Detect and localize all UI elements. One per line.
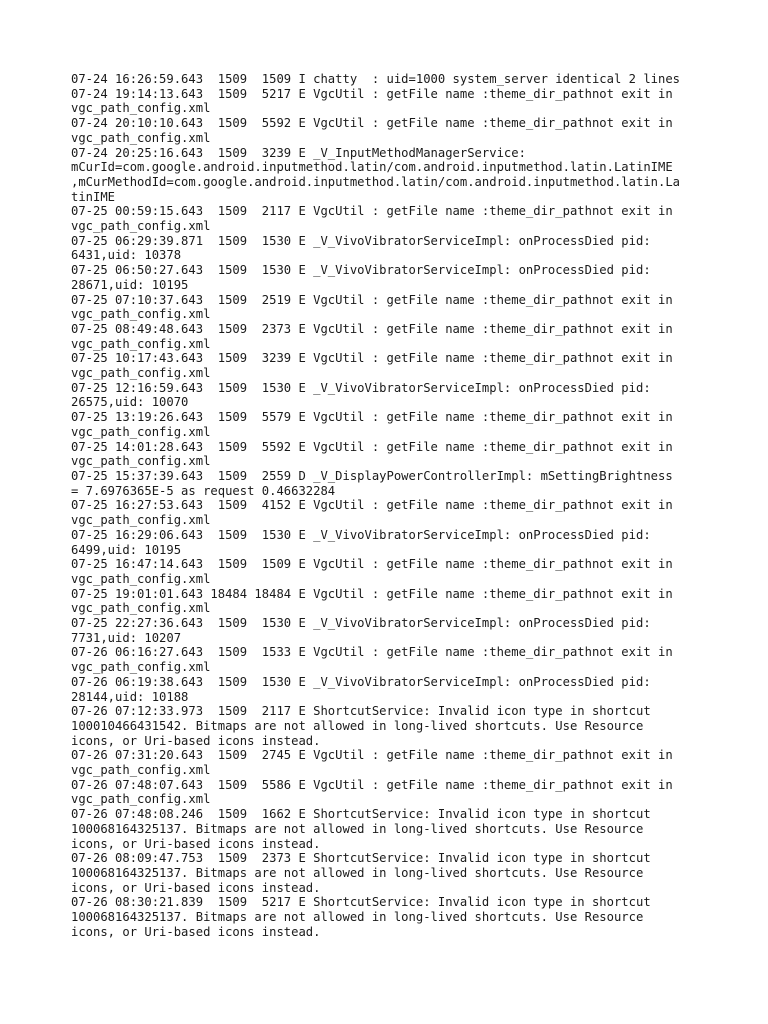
log-document (71, 72, 711, 939)
log-line: vgc_path_config.xml (71, 424, 211, 439)
log-line: vgc_path_config.xml (71, 307, 211, 322)
log-line: icons, or Uri-based icons instead. (71, 836, 321, 851)
log-line: vgc_path_config.xml (71, 454, 211, 469)
log-line: 07-26 08:30:21.839 1509 5217 E ShortcutService: Invalid icon type in shortcut (71, 895, 651, 910)
log-line: 07-25 16:47:14.643 1509 1509 E VgcUtil : getFile name :theme_dir_pathnot exit in (71, 557, 673, 572)
log-line: tinIME (71, 189, 116, 204)
log-line: 07-24 20:10:10.643 1509 5592 E VgcUtil : getFile name :theme_dir_pathnot exit in (71, 116, 673, 131)
log-line: icons, or Uri-based icons instead. (71, 733, 321, 748)
log-line: vgc_path_config.xml (71, 101, 211, 116)
log-line: 07-26 08:09:47.753 1509 2373 E ShortcutService: Invalid icon type in shortcut (71, 851, 651, 866)
log-line: 07-24 19:14:13.643 1509 5217 E VgcUtil : getFile name :theme_dir_pathnot exit in (71, 86, 673, 101)
log-line: 07-25 12:16:59.643 1509 1530 E _V_VivoVibratorServiceImpl: onProcessDied pid: (71, 380, 651, 395)
log-line: vgc_path_config.xml (71, 660, 211, 675)
log-line: 100068164325137. Bitmaps are not allowed in long-lived shortcuts. Use Resource (71, 821, 644, 836)
log-line: 07-25 08:49:48.643 1509 2373 E VgcUtil : getFile name :theme_dir_pathnot exit in (71, 321, 673, 336)
log-line: mCurId=com.google.android.inputmethod.latin/com.android.inputmethod.latin.LatinIME (71, 160, 673, 175)
log-line: 07-24 16:26:59.643 1509 1509 I chatty : uid=1000 system_server identical 2 lines (71, 72, 681, 86)
log-line: 6431,uid: 10378 (71, 248, 182, 263)
log-line: 07-25 19:01:01.643 18484 18484 E VgcUtil : getFile name :theme_dir_pathnot exit in (71, 586, 673, 601)
log-line: 07-26 07:48:07.643 1509 5586 E VgcUtil : getFile name :theme_dir_pathnot exit in (71, 777, 673, 792)
log-line: = 7.6976365E-5 as request 0.46632284 (71, 483, 336, 498)
log-line: 07-25 22:27:36.643 1509 1530 E _V_VivoVibratorServiceImpl: onProcessDied pid: (71, 616, 651, 631)
log-line: 100068164325137. Bitmaps are not allowed in long-lived shortcuts. Use Resource (71, 865, 644, 880)
log-line: 07-26 07:31:20.643 1509 2745 E VgcUtil : getFile name :theme_dir_pathnot exit in (71, 748, 673, 763)
log-line: icons, or Uri-based icons instead. (71, 880, 321, 895)
log-line: 07-25 06:50:27.643 1509 1530 E _V_VivoVibratorServiceImpl: onProcessDied pid: (71, 263, 651, 278)
log-line: vgc_path_config.xml (71, 763, 211, 778)
log-line: 07-25 16:27:53.643 1509 4152 E VgcUtil : getFile name :theme_dir_pathnot exit in (71, 498, 673, 513)
log-line: 07-24 20:25:16.643 1509 3239 E _V_InputMethodManagerService: (71, 145, 526, 160)
log-line: icons, or Uri-based icons instead. (71, 924, 321, 939)
log-line: 28144,uid: 10188 (71, 689, 189, 704)
log-line: 26575,uid: 10070 (71, 395, 189, 410)
log-line: vgc_path_config.xml (71, 513, 211, 528)
log-line: 07-26 06:16:27.643 1509 1533 E VgcUtil : getFile name :theme_dir_pathnot exit in (71, 645, 673, 660)
log-line: 07-26 07:48:08.246 1509 1662 E ShortcutService: Invalid icon type in shortcut (71, 807, 651, 822)
log-line: 07-25 07:10:37.643 1509 2519 E VgcUtil : getFile name :theme_dir_pathnot exit in (71, 292, 673, 307)
log-line: ,mCurMethodId=com.google.android.inputmethod.latin/com.android.inputmethod.latin.La (71, 174, 681, 189)
log-line: vgc_path_config.xml (71, 571, 211, 586)
log-line: 100068164325137. Bitmaps are not allowed in long-lived shortcuts. Use Resource (71, 910, 644, 925)
log-line: 07-26 07:12:33.973 1509 2117 E ShortcutService: Invalid icon type in shortcut (71, 704, 651, 719)
log-line: vgc_path_config.xml (71, 336, 211, 351)
log-line: vgc_path_config.xml (71, 130, 211, 145)
log-line: 07-25 00:59:15.643 1509 2117 E VgcUtil : getFile name :theme_dir_pathnot exit in (71, 204, 673, 219)
log-line: 07-25 10:17:43.643 1509 3239 E VgcUtil : getFile name :theme_dir_pathnot exit in (71, 351, 673, 366)
log-line: vgc_path_config.xml (71, 601, 211, 616)
log-line: vgc_path_config.xml (71, 366, 211, 381)
log-line: 07-25 15:37:39.643 1509 2559 D _V_DisplayPowerControllerImpl: mSettingBrightness (71, 468, 673, 483)
log-line: 28671,uid: 10195 (71, 277, 189, 292)
log-line: vgc_path_config.xml (71, 219, 211, 234)
log-line: 07-25 14:01:28.643 1509 5592 E VgcUtil : getFile name :theme_dir_pathnot exit in (71, 439, 673, 454)
log-line: 07-26 06:19:38.643 1509 1530 E _V_VivoVibratorServiceImpl: onProcessDied pid: (71, 674, 651, 689)
log-line: 07-25 06:29:39.871 1509 1530 E _V_VivoVibratorServiceImpl: onProcessDied pid: (71, 233, 651, 248)
log-line: 6499,uid: 10195 (71, 542, 182, 557)
log-line: 7731,uid: 10207 (71, 630, 182, 645)
log-line: 100010466431542. Bitmaps are not allowed in long-lived shortcuts. Use Resource (71, 718, 644, 733)
log-line: 07-25 13:19:26.643 1509 5579 E VgcUtil : getFile name :theme_dir_pathnot exit in (71, 410, 673, 425)
log-line: 07-25 16:29:06.643 1509 1530 E _V_VivoVibratorServiceImpl: onProcessDied pid: (71, 527, 651, 542)
log-line: vgc_path_config.xml (71, 792, 211, 807)
